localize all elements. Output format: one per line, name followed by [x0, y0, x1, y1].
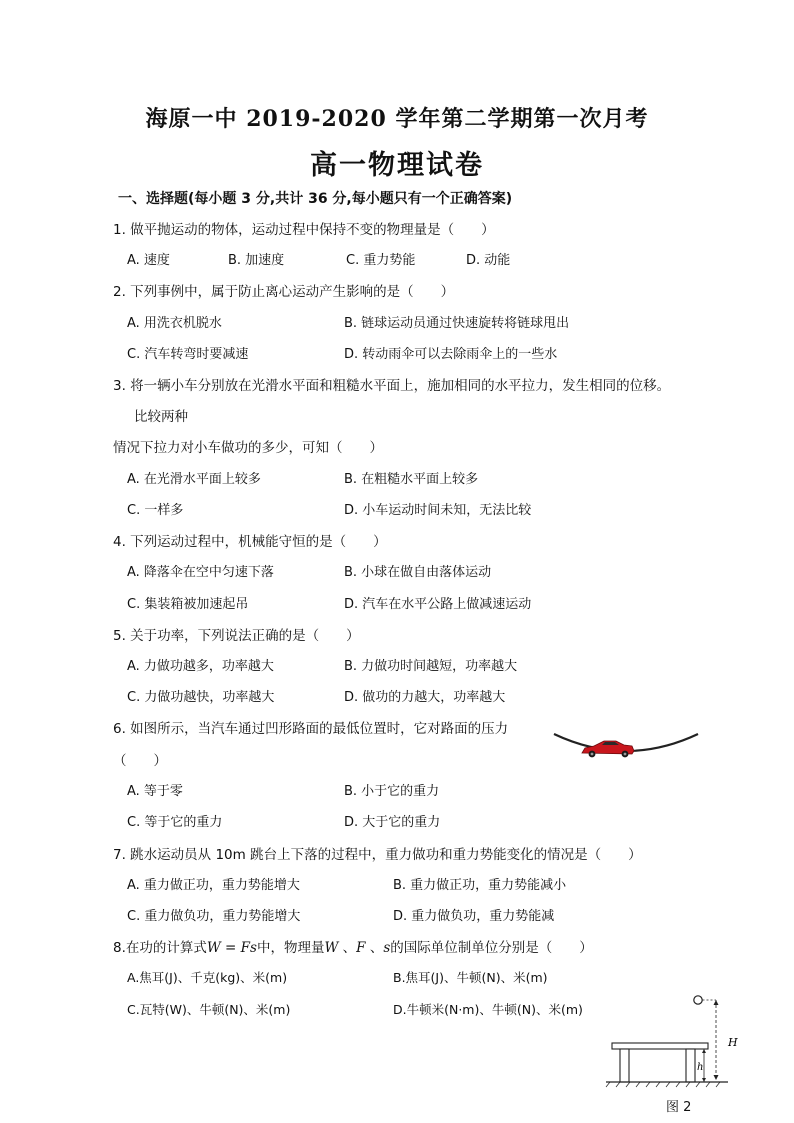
- red-car-icon: [582, 741, 634, 757]
- question-5-option-c: C. 力做功越快，功率越大: [127, 690, 275, 705]
- figure-2-table-ball-diagram: [604, 990, 754, 1088]
- question-3-option-c: C. 一样多: [127, 503, 184, 518]
- question-8-symbol-s: s: [383, 940, 391, 956]
- ball-icon: [694, 996, 716, 1004]
- question-7-option-b: B. 重力做正功，重力势能减小: [393, 878, 567, 893]
- question-6-option-b: B. 小于它的重力: [344, 784, 440, 799]
- question-5-option-d: D. 做功的力越大，功率越大: [344, 690, 506, 705]
- question-3-stem-line3: 情况下拉力对小车做功的多少，可知（ ）: [113, 440, 383, 456]
- question-7-option-a: A. 重力做正功，重力势能增大: [127, 878, 300, 893]
- question-8-formula: W = Fs: [206, 940, 257, 956]
- question-8-separator-1: 、: [338, 940, 357, 956]
- question-8-option-b: B.焦耳(J)、牛顿(N)、米(m): [393, 970, 548, 985]
- question-4-option-d: D. 汽车在水平公路上做减速运动: [344, 597, 532, 612]
- question-1-option-c: C. 重力势能: [346, 253, 416, 268]
- question-7-option-d: D. 重力做负功，重力势能减: [393, 909, 555, 924]
- question-8-symbol-f: F: [356, 940, 366, 956]
- question-3-option-a: A. 在光滑水平面上较多: [127, 472, 261, 487]
- question-5-option-b: B. 力做功时间越短，功率越大: [344, 659, 518, 674]
- question-1-stem: 1. 做平抛运动的物体，运动过程中保持不变的物理量是（ ）: [113, 222, 495, 238]
- exam-subtitle: 高一物理试卷: [310, 150, 484, 181]
- question-2-option-b: B. 链球运动员通过快速旋转将链球甩出: [344, 316, 570, 331]
- question-2-option-c: C. 汽车转弯时要减速: [127, 347, 249, 362]
- question-8-separator-2: 、: [365, 940, 384, 956]
- question-6-option-a: A. 等于零: [127, 784, 183, 799]
- question-8-stem-suffix: 的国际单位制单位分别是（ ）: [390, 940, 593, 956]
- ground-hatching: [606, 1082, 720, 1087]
- question-8-option-c: C.瓦特(W)、牛顿(N)、米(m): [127, 1002, 291, 1017]
- question-2-stem: 2. 下列事例中，属于防止离心运动产生影响的是（ ）: [113, 284, 455, 300]
- question-1-option-d: D. 动能: [466, 253, 511, 268]
- section-heading: 一、选择题(每小题 3 分,共计 36 分,每小题只有一个正确答案): [118, 191, 513, 207]
- question-8-stem-middle: 中，物理量: [256, 940, 325, 956]
- question-8-stem-prefix: 8.在功的计算式: [113, 940, 207, 956]
- question-1-option-a: A. 速度: [127, 253, 170, 268]
- question-8-option-a: A.焦耳(J)、千克(kg)、米(m): [127, 970, 288, 985]
- question-5-stem: 5. 关于功率，下列说法正确的是（ ）: [113, 628, 360, 644]
- question-8-stem: [113, 936, 593, 956]
- question-3-option-d: D. 小车运动时间未知，无法比较: [344, 503, 532, 518]
- question-2-option-a: A. 用洗衣机脱水: [127, 316, 222, 331]
- question-7-option-c: C. 重力做负功，重力势能增大: [127, 909, 301, 924]
- question-6-stem-line2: （ ）: [113, 753, 167, 769]
- question-6-option-d: D. 大于它的重力: [344, 815, 441, 830]
- question-1-option-b: B. 加速度: [228, 253, 285, 268]
- question-6-stem: 6. 如图所示，当汽车通过凹形路面的最低位置时，它对路面的压力: [113, 721, 509, 737]
- concave-road-car-illustration: [552, 728, 700, 766]
- label-h: h: [697, 1062, 704, 1073]
- question-5-option-a: A. 力做功越多，功率越大: [127, 659, 274, 674]
- figure-2-caption: 图 2: [666, 1100, 692, 1115]
- question-4-option-c: C. 集装箱被加速起吊: [127, 597, 249, 612]
- question-4-stem: 4. 下列运动过程中，机械能守恒的是（ ）: [113, 534, 387, 550]
- label-H: H: [728, 1036, 738, 1049]
- question-4-option-a: A. 降落伞在空中匀速下落: [127, 565, 274, 580]
- question-2-option-d: D. 转动雨伞可以去除雨伞上的一些水: [344, 347, 558, 362]
- question-6-option-c: C. 等于它的重力: [127, 815, 223, 830]
- question-4-option-b: B. 小球在做自由落体运动: [344, 565, 492, 580]
- table-icon: [612, 1043, 708, 1082]
- question-8-symbol-w: W: [324, 940, 339, 956]
- question-3-option-b: B. 在粗糙水平面上较多: [344, 472, 479, 487]
- question-7-stem: 7. 跳水运动员从 10m 跳台上下落的过程中，重力做功和重力势能变化的情况是（ ）: [113, 847, 642, 863]
- question-8-option-d: D.牛顿米(N·m)、牛顿(N)、米(m): [393, 1002, 583, 1017]
- question-3-stem-line2: 比较两种: [134, 409, 188, 425]
- exam-title: 海原一中 2019-2020 学年第二学期第一次月考: [145, 106, 649, 132]
- question-3-stem: 3. 将一辆小车分别放在光滑水平面和粗糙水平面上，施加相同的水平拉力，发生相同的位移。: [113, 378, 671, 394]
